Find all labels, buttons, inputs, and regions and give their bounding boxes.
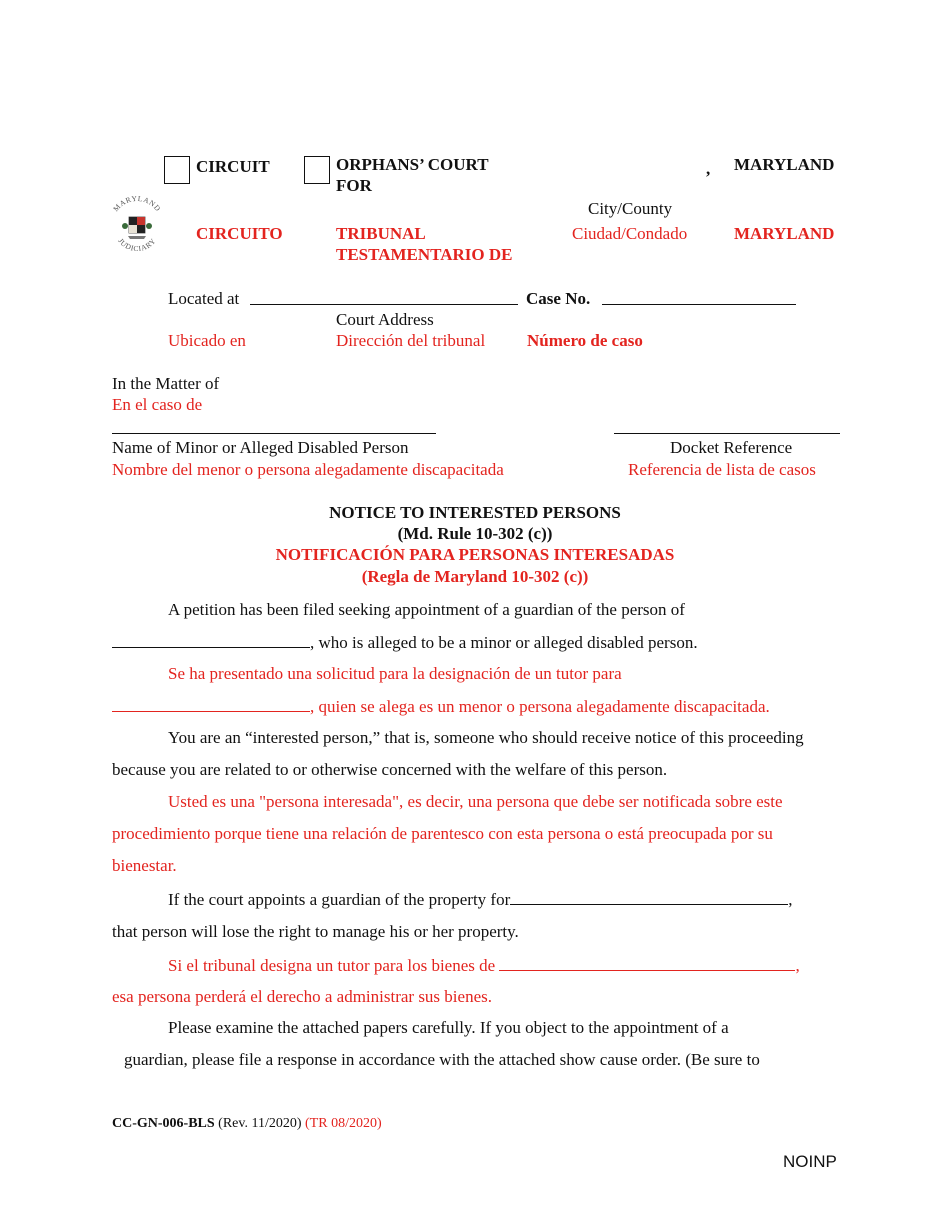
form-revision: (Rev. 11/2020) [218, 1116, 302, 1131]
minor-name-field[interactable] [112, 433, 436, 434]
orphans-court-label-line1: ORPHANS’ COURT [336, 155, 489, 174]
person-name-blank[interactable] [112, 633, 310, 648]
paragraph-3-es-line1-text: Si el tribunal designa un tutor para los bienes de [168, 956, 496, 975]
paragraph-3-es-line1 [168, 956, 800, 974]
orphans-court-checkbox[interactable] [304, 156, 330, 184]
located-at-label-es: Ubicado en [168, 331, 246, 350]
translation-revision: (TR 08/2020) [305, 1116, 382, 1131]
paragraph-1-line1: A petition has been filed seeking appointment of a guardian of the person of [168, 600, 685, 619]
notice-rule-es: (Regla de Maryland 10-302 (c)) [361, 567, 589, 586]
paragraph-4-line1: Please examine the attached papers carefully. If you object to the appointment of a [168, 1018, 729, 1037]
form-footer [112, 1117, 382, 1131]
paragraph-3-line1-text: If the court appoints a guardian of the property for [168, 890, 511, 909]
case-no-label-es: Número de caso [527, 331, 643, 350]
paragraph-4-line2: guardian, please file a response in accordance with the attached show cause order. (Be sure to [124, 1050, 760, 1069]
court-address-caption: Court Address [336, 310, 434, 329]
minor-name-caption-es: Nombre del menor o persona alegadamente discapacitada [112, 460, 504, 479]
paragraph-1-es-line2-text: , quien se alega es un menor o persona alegadamente discapacitada. [310, 697, 770, 716]
paragraph-1-es-line2 [112, 697, 770, 715]
court-address-field[interactable] [250, 304, 518, 305]
maryland-label: MARYLAND [734, 155, 835, 174]
circuit-checkbox[interactable] [164, 156, 190, 184]
case-number-field[interactable] [602, 304, 796, 305]
paragraph-3-comma: , [788, 890, 793, 909]
located-at-label: Located at [168, 289, 240, 308]
paragraph-2: You are an “interested person,” that is, someone who should receive notice of this proceeding because you are related to or otherwise concerned with the welfare of this person. [112, 728, 804, 779]
maryland-judiciary-seal [104, 192, 170, 258]
circuit-label-es: CIRCUITO [196, 224, 283, 243]
person-name-blank-es[interactable] [112, 697, 310, 712]
city-county-label-es: Ciudad/Condado [572, 224, 688, 243]
svg-text:MARYLAND [111, 194, 162, 213]
paragraph-1-line2 [112, 633, 698, 651]
paragraph-3-line1 [168, 890, 793, 908]
notice-title-es: NOTIFICACIÓN PARA PERSONAS INTERESADAS [275, 545, 675, 564]
city-county-label: City/County [588, 199, 673, 218]
case-no-label: Case No. [526, 289, 591, 308]
maryland-label-es: MARYLAND [734, 224, 835, 243]
paragraph-1-es-line1: Se ha presentado una solicitud para la designación de un tutor para [168, 664, 622, 683]
docket-reference-caption-es: Referencia de lista de casos [628, 460, 816, 479]
seal-text-bottom: JUDICIARY [116, 236, 158, 254]
docket-reference-field[interactable] [614, 433, 840, 434]
property-owner-blank[interactable] [510, 890, 788, 905]
paragraph-2-es: Usted es una "persona interesada", es decir, una persona que debe ser notificada sobre este procedimiento porque tiene una relación de parentesco con esta persona o está preocupada por su bienestar. [112, 792, 783, 875]
circuit-label: CIRCUIT [196, 157, 270, 176]
paragraph-1-line2-text: , who is alleged to be a minor or alleged disabled person. [310, 633, 698, 652]
court-address-caption-es: Dirección del tribunal [336, 331, 486, 350]
paragraph-3-line2: that person will lose the right to manage his or her property. [112, 922, 519, 941]
docket-reference-caption: Docket Reference [670, 438, 793, 457]
notice-rule: (Md. Rule 10-302 (c)) [397, 524, 553, 543]
minor-name-caption: Name of Minor or Alleged Disabled Person [112, 438, 409, 457]
seal-icon [104, 192, 170, 258]
notice-title: NOTICE TO INTERESTED PERSONS [329, 503, 621, 522]
in-matter-label-es: En el caso de [112, 395, 203, 414]
orphans-court-label-es-line1: TRIBUNAL [336, 224, 426, 243]
orphans-court-label-line2: FOR [336, 176, 372, 195]
form-code: CC-GN-006-BLS [112, 1116, 215, 1131]
form-id: NOINP [783, 1152, 837, 1171]
paragraph-3-es-line2: esa persona perderá el derecho a administrar sus bienes. [112, 987, 492, 1006]
county-comma: , [706, 159, 711, 178]
orphans-court-label-es-line2: TESTAMENTARIO DE [336, 245, 513, 264]
paragraph-3-es-comma: , [795, 956, 800, 975]
property-owner-blank-es[interactable] [499, 956, 795, 971]
in-matter-label: In the Matter of [112, 374, 220, 393]
seal-text-top: MARYLAND [111, 193, 163, 214]
county-blank-line[interactable] [536, 176, 702, 178]
